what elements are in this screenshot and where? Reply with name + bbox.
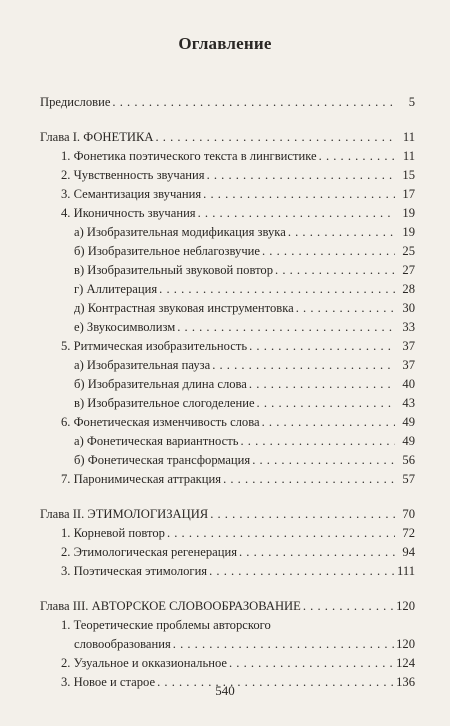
toc-page-number: 56 bbox=[402, 453, 415, 467]
toc-entry-label: в) Изобразительное слогоделение bbox=[74, 396, 255, 410]
toc-entry bbox=[40, 616, 415, 635]
dot-leader bbox=[173, 635, 394, 654]
toc-chapter-2 bbox=[40, 505, 415, 524]
toc-entry bbox=[40, 147, 415, 166]
toc-entry-label: 6. Фонетическая изменчивость слова bbox=[61, 415, 260, 429]
toc-page-number: 120 bbox=[396, 599, 415, 613]
toc-subentry bbox=[40, 261, 415, 280]
toc-page-number: 111 bbox=[397, 564, 415, 578]
toc-entry-label: 3. Поэтическая этимология bbox=[61, 564, 208, 578]
toc-subentry bbox=[40, 356, 415, 375]
toc-entry-label: 4. Иконичность звучания bbox=[61, 206, 196, 220]
toc-entry bbox=[40, 654, 415, 673]
toc-subentry bbox=[40, 242, 415, 261]
dot-leader bbox=[262, 413, 395, 432]
toc-page-number: 19 bbox=[402, 225, 415, 239]
dot-leader bbox=[296, 299, 395, 318]
dot-leader bbox=[177, 318, 395, 337]
toc-page-number: 15 bbox=[402, 168, 415, 182]
toc-entry-label: словообразования bbox=[74, 637, 171, 651]
toc-entry bbox=[40, 524, 415, 543]
toc-page-number: 124 bbox=[396, 656, 415, 670]
toc-page-number: 30 bbox=[402, 301, 415, 315]
dot-leader bbox=[275, 261, 395, 280]
toc-entry-label: Глава III. АВТОРСКОЕ СЛОВООБРАЗОВАНИЕ bbox=[40, 599, 301, 613]
toc-entry-label: е) Звукосимволизм bbox=[74, 320, 176, 334]
toc-entry-label: Глава II. ЭТИМОЛОГИЗАЦИЯ bbox=[40, 507, 209, 521]
toc-page-number: 70 bbox=[402, 507, 415, 521]
toc-entry bbox=[40, 470, 415, 489]
toc-entry bbox=[40, 166, 415, 185]
page-number-footer: 540 bbox=[215, 683, 235, 698]
toc-subentry bbox=[40, 375, 415, 394]
toc-page-number: 49 bbox=[402, 415, 415, 429]
toc-entry-label: 3. Семантизация звучания bbox=[61, 187, 202, 201]
dot-leader bbox=[223, 470, 395, 489]
toc-page-number: 40 bbox=[402, 377, 415, 391]
toc-entry-label: 2. Этимологическая регенерация bbox=[61, 545, 237, 559]
dot-leader bbox=[288, 223, 395, 242]
dot-leader bbox=[198, 204, 395, 223]
toc-entry-label: 2. Узуальное и окказиональное bbox=[61, 656, 227, 670]
toc-subentry bbox=[40, 451, 415, 470]
toc-entry-label: а) Фонетическая вариантность bbox=[74, 434, 239, 448]
toc-page-number: 72 bbox=[402, 526, 415, 540]
toc-subentry bbox=[40, 223, 415, 242]
toc-entry bbox=[40, 413, 415, 432]
dot-leader bbox=[167, 524, 395, 543]
toc-subentry bbox=[40, 299, 415, 318]
toc-page-number: 17 bbox=[402, 187, 415, 201]
toc-entry-label: 1. Корневой повтор bbox=[61, 526, 165, 540]
dot-leader bbox=[156, 128, 396, 147]
toc-page-number: 27 bbox=[402, 263, 415, 277]
dot-leader bbox=[207, 166, 395, 185]
dot-leader bbox=[303, 597, 394, 616]
dot-leader bbox=[262, 242, 395, 261]
page-title: Оглавление bbox=[178, 34, 272, 53]
dot-leader bbox=[319, 147, 395, 166]
toc-page-number: 11 bbox=[402, 130, 415, 144]
toc-page-number: 120 bbox=[396, 637, 415, 651]
dot-leader bbox=[257, 394, 395, 413]
toc-page-number: 37 bbox=[402, 358, 415, 372]
toc-entry-label: Предисловие bbox=[40, 95, 111, 109]
toc-entry-label: 7. Паронимическая аттракция bbox=[61, 472, 222, 486]
dot-leader bbox=[112, 93, 395, 112]
dot-leader bbox=[203, 185, 395, 204]
toc-page-number: 11 bbox=[402, 149, 415, 163]
toc-entry-continuation bbox=[40, 635, 415, 654]
toc-subentry bbox=[40, 394, 415, 413]
toc-entry bbox=[40, 543, 415, 562]
dot-leader bbox=[252, 451, 395, 470]
toc-page-number: 57 bbox=[402, 472, 415, 486]
toc-page-number: 136 bbox=[396, 675, 415, 689]
toc-entry-label: г) Аллитерация bbox=[74, 282, 158, 296]
toc-entry-label: 1. Фонетика поэтического текста в лингвистике bbox=[61, 149, 317, 163]
toc-entry-label: 2. Чувственность звучания bbox=[61, 168, 205, 182]
dot-leader bbox=[249, 375, 395, 394]
dot-leader bbox=[159, 280, 395, 299]
toc-page-number: 5 bbox=[408, 95, 415, 109]
toc-entry-label: б) Изобразительное неблагозвучие bbox=[74, 244, 260, 258]
toc-entry-label: 5. Ритмическая изобразительность bbox=[61, 339, 248, 353]
toc-entry bbox=[40, 337, 415, 356]
toc-entry-label: 1. Теоретические проблемы авторского bbox=[61, 618, 271, 632]
toc-entry-label: а) Изобразительная модификация звука bbox=[74, 225, 286, 239]
toc-entry bbox=[40, 185, 415, 204]
toc-page-number: 25 bbox=[402, 244, 415, 258]
toc-entry-preface bbox=[40, 93, 415, 112]
toc-page-number: 37 bbox=[402, 339, 415, 353]
toc-page-number: 49 bbox=[402, 434, 415, 448]
toc-page-number: 19 bbox=[402, 206, 415, 220]
toc-entry bbox=[40, 204, 415, 223]
toc-entry-label: в) Изобразительный звуковой повтор bbox=[74, 263, 274, 277]
toc-entry-label: б) Фонетическая трансформация bbox=[74, 453, 251, 467]
dot-leader bbox=[229, 654, 394, 673]
dot-leader bbox=[209, 562, 395, 581]
dot-leader bbox=[249, 337, 395, 356]
table-of-contents bbox=[40, 93, 415, 692]
toc-subentry bbox=[40, 280, 415, 299]
toc-page-number: 94 bbox=[402, 545, 415, 559]
toc-entry bbox=[40, 562, 415, 581]
dot-leader bbox=[240, 432, 395, 451]
dot-leader bbox=[239, 543, 395, 562]
toc-entry-label: д) Контрастная звуковая инструментовка bbox=[74, 301, 294, 315]
toc-page-number: 28 bbox=[402, 282, 415, 296]
toc-entry-label: Глава I. ФОНЕТИКА bbox=[40, 130, 154, 144]
toc-entry-label: 3. Новое и старое bbox=[61, 675, 156, 689]
toc-subentry bbox=[40, 318, 415, 337]
toc-entry-label: а) Изобразительная пауза bbox=[74, 358, 211, 372]
toc-subentry bbox=[40, 432, 415, 451]
toc-entry-label: б) Изобразительная длина слова bbox=[74, 377, 247, 391]
toc-page-number: 43 bbox=[402, 396, 415, 410]
toc-page-number: 33 bbox=[402, 320, 415, 334]
toc-chapter-1 bbox=[40, 128, 415, 147]
dot-leader bbox=[210, 505, 395, 524]
toc-chapter-3 bbox=[40, 597, 415, 616]
dot-leader bbox=[212, 356, 395, 375]
